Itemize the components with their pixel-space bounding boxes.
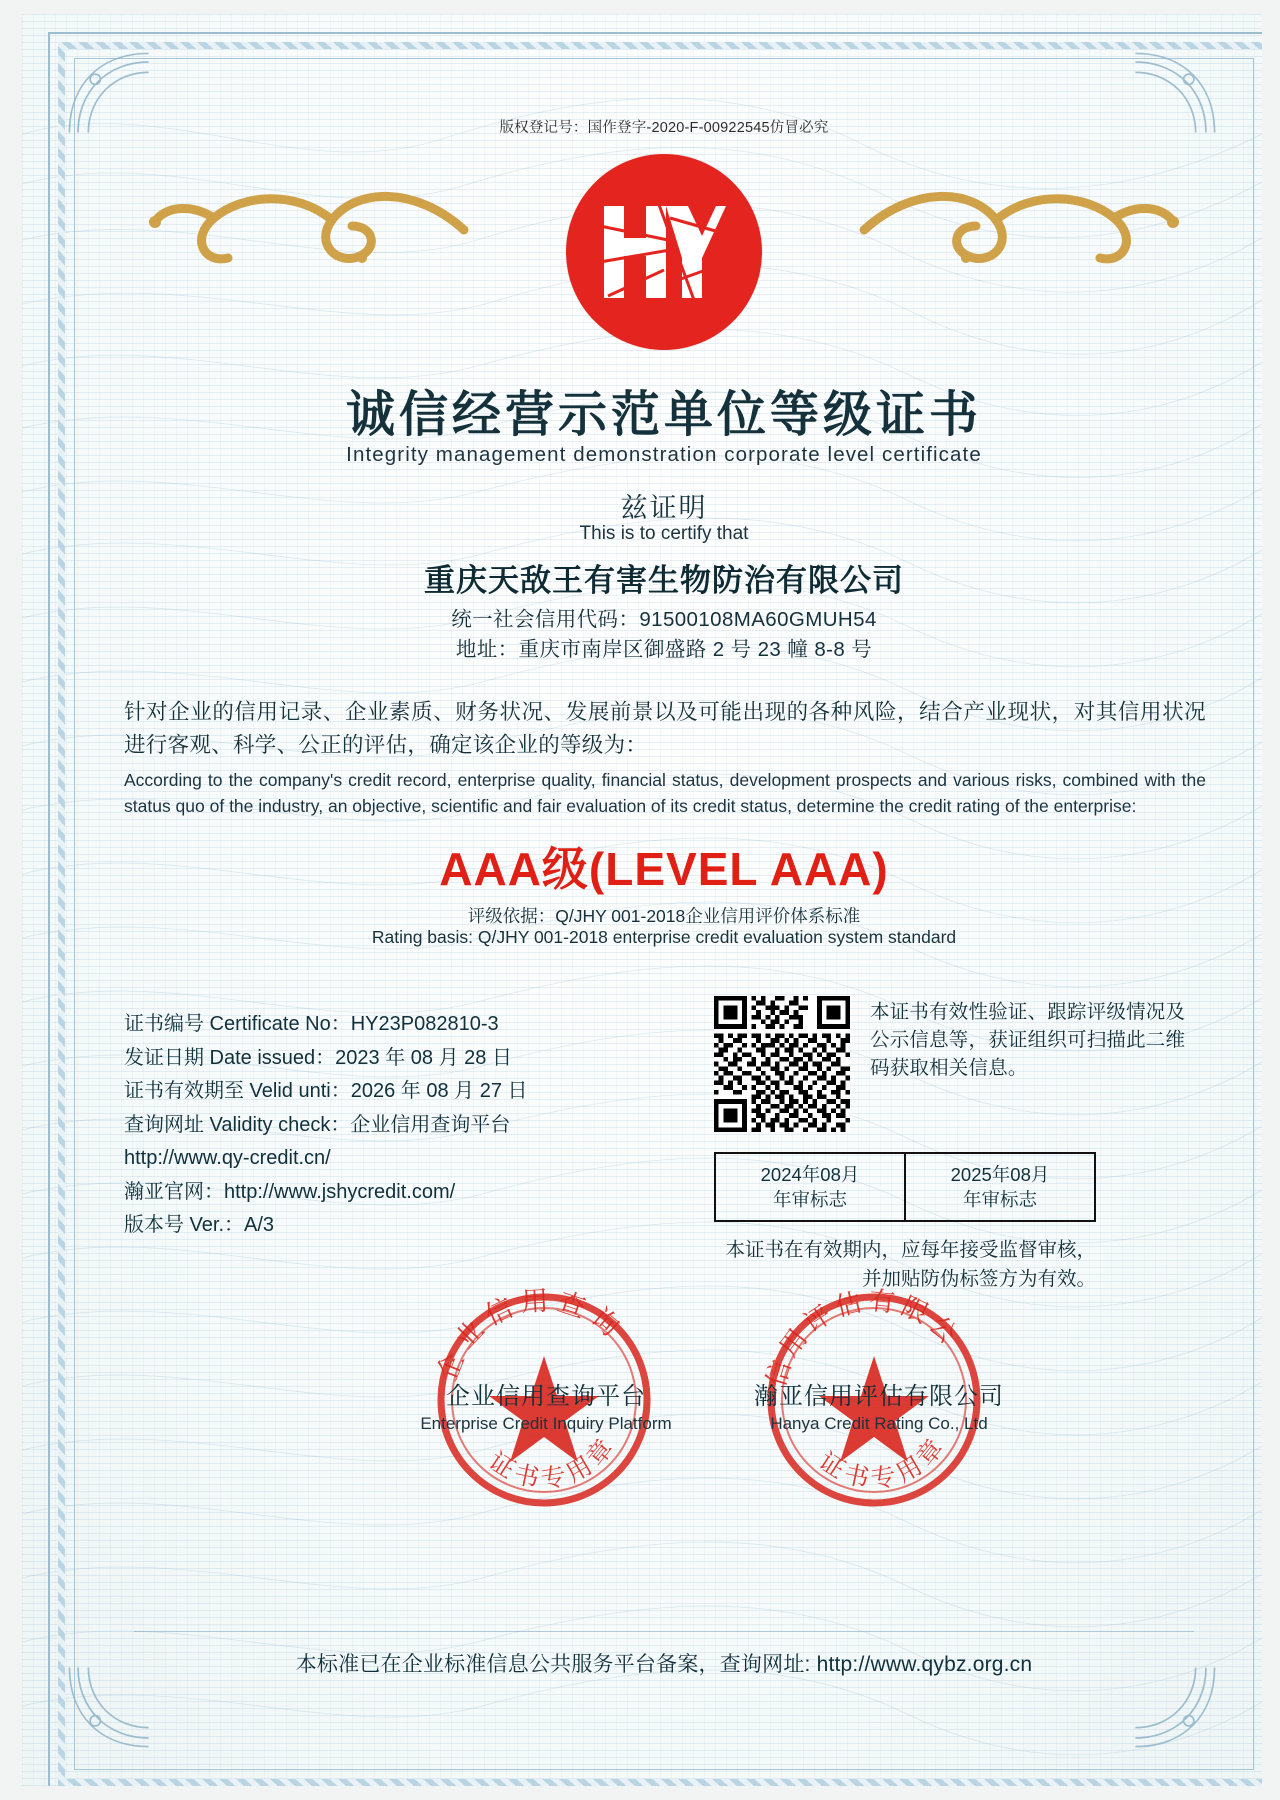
- flourish-ornament-icon: [852, 168, 1182, 288]
- validity-check: 查询网址 Validity check：企业信用查询平台: [124, 1113, 511, 1136]
- issuer-name-cn: 企业信用查询平台: [446, 1383, 646, 1410]
- crest-area: [74, 146, 1254, 356]
- credit-code: 统一社会信用代码：91500108MA60GMUH54: [451, 608, 877, 631]
- rating-basis-cn: 评级依据：Q/JHY 001-2018企业信用评价体系标准: [467, 906, 861, 926]
- issuer-right: [719, 1376, 1039, 1434]
- issuer-name-en: Hanya Credit Rating Co., Ltd: [770, 1414, 988, 1433]
- flourish-ornament-icon: [146, 168, 476, 288]
- rating-level: AAA级(LEVEL AAA): [439, 843, 889, 895]
- svg-text:企业信用查询: 企业信用查询: [431, 1285, 631, 1386]
- hy-logo-icon: [566, 154, 762, 350]
- annual-seal-date: 2025年08月: [950, 1164, 1050, 1185]
- certificate-content: [74, 58, 1254, 1770]
- issuer-name-cn: 瀚亚信用评估有限公司: [754, 1383, 1004, 1410]
- annual-seal-box: [714, 1152, 906, 1222]
- copyright-notice: 版权登记号：国作登字-2020-F-00922545仿冒必究: [499, 120, 829, 136]
- issuer-name-en: Enterprise Credit Inquiry Platform: [420, 1414, 672, 1433]
- rating-basis-en: Rating basis: Q/JHY 001-2018 enterprise credit evaluation system standard: [371, 927, 957, 947]
- certificate-info-block: [124, 1008, 684, 1243]
- valid-until: 证书有效期至 Velid unti：2026 年 08 月 27 日: [124, 1080, 528, 1102]
- statement-cn: 针对企业的信用记录、企业素质、财务状况、发展前景以及可能出现的各种风险，结合产业现状，对其信用状况进行客观、科学、公正的评估，确定该企业的等级为：: [124, 700, 1206, 757]
- svg-text:证书专用章: 证书专用章: [813, 1429, 953, 1494]
- annual-audit-note: 本证书在有效期内，应每年接受监督审核，并加贴防伪标签方为有效。: [725, 1239, 1096, 1290]
- annual-seal-date: 2024年08月: [760, 1164, 860, 1185]
- issuer-left: [386, 1376, 706, 1434]
- annual-seal-label: 年审标志: [772, 1189, 847, 1210]
- company-name: 重庆天敌王有害生物防治有限公司: [424, 563, 904, 598]
- svg-text:信用评估有限公: 信用评估有限公: [761, 1285, 966, 1391]
- page-title: 诚信经营示范单位等级证书: [345, 386, 982, 443]
- version-number: 版本号 Ver.：A/3: [124, 1214, 275, 1236]
- evaluation-statement: [124, 696, 1206, 819]
- annual-seal-box: [906, 1152, 1096, 1222]
- qr-code-icon[interactable]: [714, 996, 850, 1132]
- certificate-number: 证书编号 Certificate No：HY23P082810-3: [124, 1013, 499, 1035]
- svg-text:证书专用章: 证书专用章: [483, 1429, 623, 1494]
- annual-seal-boxes: [714, 1152, 1096, 1222]
- company-address: 地址：重庆市南岸区御盛路 2 号 23 幢 8-8 号: [455, 638, 873, 661]
- statement-en: According to the company's credit record, enterprise quality, financial status, development prospects and various risks, combined with the status quo of the industry, an objective, scientific and fair evaluation of its credit status, determine the credit rating of the enterprise:: [124, 770, 1206, 816]
- certify-line-en: This is to certify that: [579, 523, 749, 544]
- footer-note: 本标准已在企业标准信息公共服务平台备案，查询网址: http://www.qybz.org.cn: [295, 1653, 1033, 1676]
- validity-url[interactable]: http://www.qy-credit.cn/: [124, 1147, 331, 1169]
- official-website[interactable]: 瀚亚官网：http://www.jshycredit.com/: [124, 1180, 456, 1203]
- footer-divider: [134, 1631, 1194, 1632]
- annual-seal-label: 年审标志: [962, 1189, 1037, 1210]
- date-issued: 发证日期 Date issued：2023 年 08 月 28 日: [124, 1046, 512, 1069]
- certify-line-cn: 兹证明: [620, 493, 708, 523]
- page-subtitle: Integrity management demonstration corporate level certificate: [346, 443, 982, 466]
- certificate-document: [22, 14, 1262, 1786]
- qr-instruction-text: 本证书有效性验证、跟踪评级情况及公示信息等，获证组织可扫描此二维码获取相关信息。: [870, 1001, 1186, 1079]
